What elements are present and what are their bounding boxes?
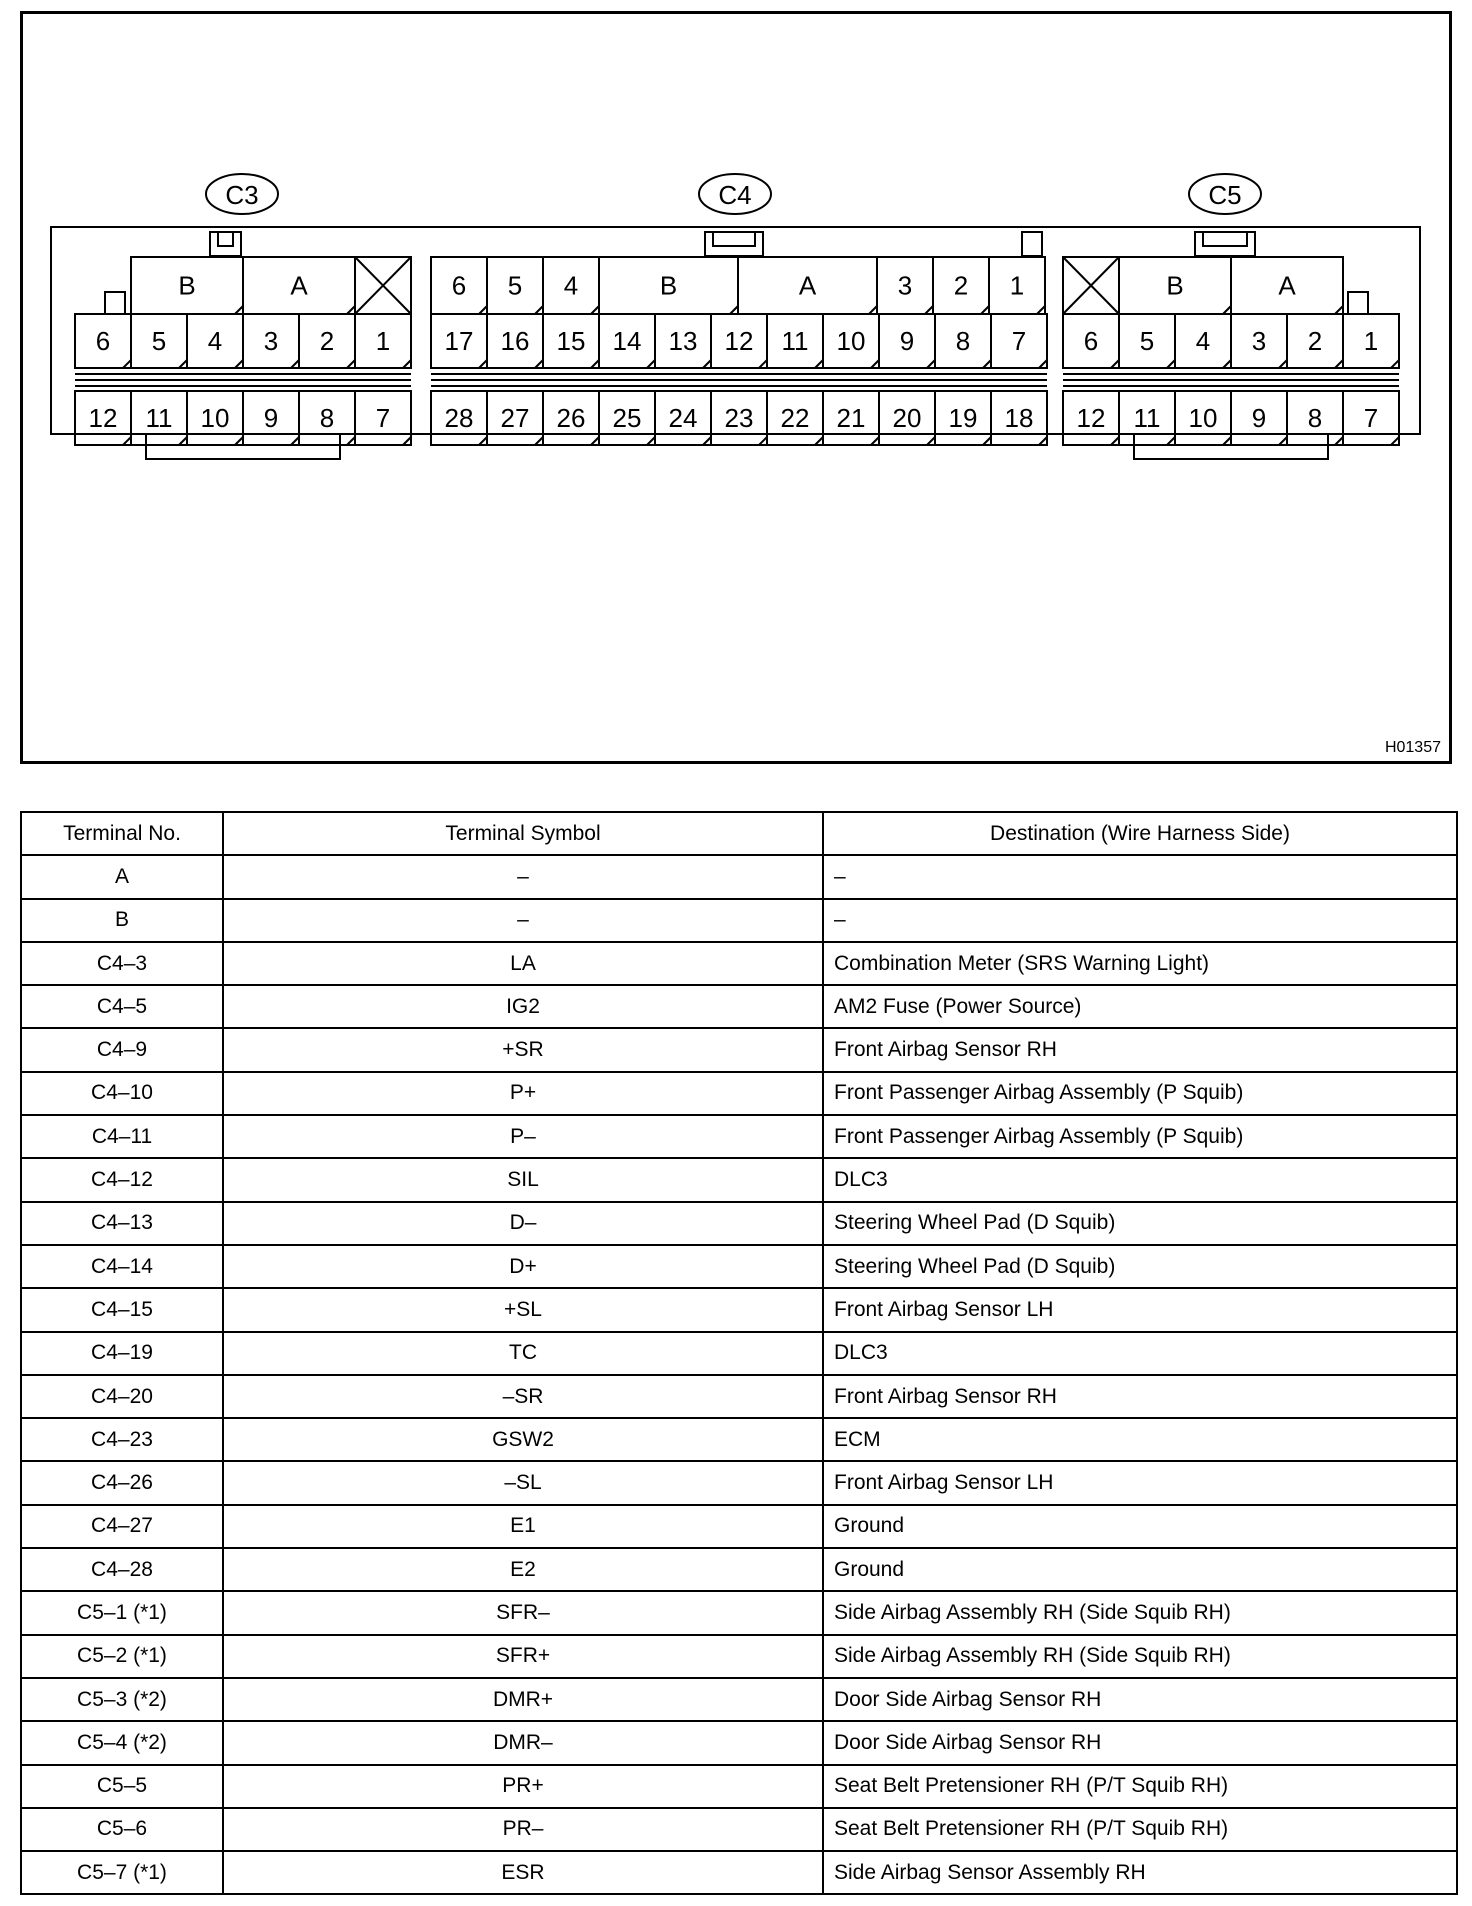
pin-c4-top-2-notch (591, 306, 599, 314)
terminal-symbol-cell: DMR– (223, 1721, 823, 1764)
pin-c4-mid-3-notch (647, 360, 655, 368)
figure-code: H01357 (1384, 739, 1441, 756)
pin-c4-mid-9: 8 (955, 326, 971, 356)
pin-c4-bot-8: 20 (892, 403, 922, 433)
table-row (21, 1158, 1457, 1201)
destination-cell: DLC3 (823, 1158, 1457, 1201)
latch-inner-1 (713, 232, 755, 246)
pin-c3-mid-0-notch (123, 360, 131, 368)
terminal-no-cell: C4–19 (21, 1332, 223, 1375)
pin-c3-mid-1-notch (179, 360, 187, 368)
table-row (21, 1678, 1457, 1721)
pin-c3-b-notch (235, 306, 243, 314)
terminal-symbol-cell: PR+ (223, 1765, 823, 1808)
pin-c4-bot-6-notch (815, 437, 823, 445)
destination-cell: Ground (823, 1548, 1457, 1591)
destination-cell: Seat Belt Pretensioner RH (P/T Squib RH) (823, 1808, 1457, 1851)
terminal-symbol-cell: – (223, 899, 823, 942)
pin-c5-bot-2-notch (1223, 437, 1231, 445)
table-row (21, 1115, 1457, 1158)
pin-c3-a-notch (347, 306, 355, 314)
table-row (21, 1202, 1457, 1245)
table-row (21, 1721, 1457, 1764)
pin-c3-mid-5-notch (403, 360, 411, 368)
pin-c3-bot-5: 7 (375, 403, 391, 433)
terminal-no-cell: C4–12 (21, 1158, 223, 1201)
pin-c4-mid-8: 9 (899, 326, 915, 356)
destination-cell: AM2 Fuse (Power Source) (823, 985, 1457, 1028)
terminal-no-cell: C4–27 (21, 1505, 223, 1548)
pin-c4-bot-5-notch (759, 437, 767, 445)
terminal-symbol-cell: E2 (223, 1548, 823, 1591)
pin-c5-bot-0-notch (1111, 437, 1119, 445)
destination-cell: Front Airbag Sensor LH (823, 1461, 1457, 1504)
pin-c4-mid-3: 14 (612, 326, 642, 356)
terminal-symbol-cell: +SL (223, 1288, 823, 1331)
terminal-symbol-cell: PR– (223, 1808, 823, 1851)
terminal-symbol-cell: – (223, 855, 823, 898)
pin-c4-bot-3-notch (647, 437, 655, 445)
pin-c4-top-4-notch (869, 306, 877, 314)
pin-c3-mid-4: 2 (319, 326, 335, 356)
pin-c3-mid-3-notch (291, 360, 299, 368)
table-row (21, 985, 1457, 1028)
terminal-symbol-cell: –SL (223, 1461, 823, 1504)
pin-c5-b: B (1166, 270, 1184, 301)
pin-c5-bot-4-notch (1335, 437, 1343, 445)
pin-c3-bot-1-notch (179, 437, 187, 445)
pin-c4-mid-7-notch (871, 360, 879, 368)
pin-c4-mid-10-notch (1039, 360, 1047, 368)
pin-c5-mid-0-notch (1111, 360, 1119, 368)
terminal-symbol-cell: P+ (223, 1072, 823, 1115)
table-row (21, 1461, 1457, 1504)
destination-cell: Front Airbag Sensor LH (823, 1288, 1457, 1331)
terminal-no-cell: C4–14 (21, 1245, 223, 1288)
pin-c5-bot-5: 7 (1363, 403, 1379, 433)
latch-inner-0 (218, 232, 233, 246)
pin-c4-mid-5-notch (759, 360, 767, 368)
header-terminal-symbol: Terminal Symbol (223, 812, 823, 855)
pin-c4-top-3-notch (730, 306, 738, 314)
terminal-no-cell: C4–28 (21, 1548, 223, 1591)
terminal-no-cell: C4–20 (21, 1375, 223, 1418)
pin-c5-mid-2-notch (1223, 360, 1231, 368)
terminal-no-cell: C5–6 (21, 1808, 223, 1851)
pin-c3-mid-0: 6 (95, 326, 111, 356)
pin-c3-mid-5: 1 (375, 326, 391, 356)
table-row (21, 855, 1457, 898)
pin-c3-bot-5-notch (403, 437, 411, 445)
pin-c4-mid-2-notch (591, 360, 599, 368)
pin-c4-top-1: 5 (507, 270, 523, 301)
pin-c4-mid-0: 17 (444, 326, 474, 356)
pin-c5-bot-2: 10 (1188, 403, 1218, 433)
table-row (21, 1288, 1457, 1331)
pin-c4-mid-9-notch (983, 360, 991, 368)
pin-c4-mid-2: 15 (556, 326, 586, 356)
table-row (21, 1505, 1457, 1548)
terminal-symbol-cell: DMR+ (223, 1678, 823, 1721)
pin-c3-mid-1: 5 (151, 326, 167, 356)
pin-c3-bot-3: 9 (263, 403, 279, 433)
pin-c3-b: B (178, 270, 196, 301)
pin-c4-bot-0-notch (479, 437, 487, 445)
destination-cell: Side Airbag Assembly RH (Side Squib RH) (823, 1591, 1457, 1634)
pin-c3-a: A (290, 270, 308, 301)
pin-c3-bot-0-notch (123, 437, 131, 445)
destination-cell: Steering Wheel Pad (D Squib) (823, 1245, 1457, 1288)
terminal-symbol-cell: D+ (223, 1245, 823, 1288)
destination-cell: Ground (823, 1505, 1457, 1548)
table-row (21, 1808, 1457, 1851)
terminal-symbol-cell: LA (223, 942, 823, 985)
terminal-no-cell: C4–26 (21, 1461, 223, 1504)
terminal-no-cell: C5–3 (*2) (21, 1678, 223, 1721)
terminal-symbol-cell: ESR (223, 1851, 823, 1894)
pin-c4-top-3: B (659, 270, 678, 301)
table-header-row (21, 812, 1457, 855)
pin-c5-mid-5: 1 (1363, 326, 1379, 356)
destination-cell: – (823, 899, 1457, 942)
connector-diagram-frame (20, 11, 1452, 764)
pin-c4-mid-5: 12 (724, 326, 754, 356)
pin-c4-mid-4: 13 (668, 326, 698, 356)
table-row (21, 1245, 1457, 1288)
pin-c5-bot-3: 9 (1251, 403, 1267, 433)
pin-c4-mid-6-notch (815, 360, 823, 368)
destination-cell: Steering Wheel Pad (D Squib) (823, 1202, 1457, 1245)
terminal-symbol-cell: TC (223, 1332, 823, 1375)
c5-key-tab (1348, 292, 1368, 314)
pin-c3-bot-3-notch (291, 437, 299, 445)
pin-c4-bot-0: 28 (444, 403, 474, 433)
terminal-symbol-cell: P– (223, 1115, 823, 1158)
latch-inner-2 (1203, 232, 1247, 246)
pin-c4-mid-6: 11 (781, 326, 809, 356)
table-body (21, 855, 1457, 1894)
connector-name-c3: C3 (225, 180, 259, 210)
terminal-no-cell: C5–4 (*2) (21, 1721, 223, 1764)
pin-c4-top-1-notch (535, 306, 543, 314)
destination-cell: DLC3 (823, 1332, 1457, 1375)
terminal-no-cell: C4–13 (21, 1202, 223, 1245)
pin-c4-top-0: 6 (451, 270, 467, 301)
pin-c4-bot-6: 22 (780, 403, 810, 433)
pin-c4-mid-10: 7 (1011, 326, 1027, 356)
pin-c4-bot-3: 25 (612, 403, 642, 433)
terminal-symbol-cell: IG2 (223, 985, 823, 1028)
pin-c5-mid-4: 2 (1307, 326, 1323, 356)
terminal-symbol-cell: SIL (223, 1158, 823, 1201)
pin-c4-bot-4-notch (703, 437, 711, 445)
terminal-no-cell: C4–23 (21, 1418, 223, 1461)
connector-diagram (23, 14, 1449, 761)
pin-c4-mid-1: 16 (500, 326, 530, 356)
pin-c4-bot-2: 26 (556, 403, 586, 433)
terminal-no-cell: C4–10 (21, 1072, 223, 1115)
pin-c4-top-6: 2 (953, 270, 969, 301)
table-row (21, 1418, 1457, 1461)
pin-c4-bot-1-notch (535, 437, 543, 445)
header-terminal-no: Terminal No. (21, 812, 223, 855)
c3-key-tab (105, 292, 125, 314)
pin-c3-mid-2: 4 (207, 326, 223, 356)
table-row (21, 1635, 1457, 1678)
table-row (21, 942, 1457, 985)
pin-c4-top-7-notch (1037, 306, 1045, 314)
pin-c5-bot-5-notch (1391, 437, 1399, 445)
terminal-symbol-cell: E1 (223, 1505, 823, 1548)
pin-c4-bot-1: 27 (500, 403, 530, 433)
pin-c5-mid-3-notch (1279, 360, 1287, 368)
pin-c4-top-0-notch (479, 306, 487, 314)
connector-name-c5: C5 (1208, 180, 1242, 210)
destination-cell: Seat Belt Pretensioner RH (P/T Squib RH) (823, 1765, 1457, 1808)
pin-c3-bot-2: 10 (200, 403, 230, 433)
table-row (21, 1332, 1457, 1375)
latch-0 (210, 232, 241, 256)
c4-key-tab (1022, 232, 1042, 256)
table-row (21, 1851, 1457, 1894)
connector-name-c4: C4 (718, 180, 752, 210)
pin-c5-mid-3: 3 (1251, 326, 1267, 356)
pin-c4-bot-7: 21 (836, 403, 866, 433)
pin-c3-mid-4-notch (347, 360, 355, 368)
terminal-symbol-cell: D– (223, 1202, 823, 1245)
pin-c5-mid-5-notch (1391, 360, 1399, 368)
pin-c4-top-6-notch (981, 306, 989, 314)
terminal-symbol-cell: +SR (223, 1028, 823, 1071)
pin-c3-bot-4-notch (347, 437, 355, 445)
destination-cell: Door Side Airbag Sensor RH (823, 1721, 1457, 1764)
terminal-symbol-cell: GSW2 (223, 1418, 823, 1461)
pin-c4-mid-8-notch (927, 360, 935, 368)
pin-c4-top-4: A (798, 270, 817, 301)
pin-c4-top-2: 4 (563, 270, 579, 301)
terminal-no-cell: C5–1 (*1) (21, 1591, 223, 1634)
pin-c3-mid-3: 3 (263, 326, 279, 356)
pin-c3-bot-4: 8 (319, 403, 335, 433)
terminal-no-cell: C4–3 (21, 942, 223, 985)
pin-c5-bot-1-notch (1167, 437, 1175, 445)
table-row (21, 1591, 1457, 1634)
pin-c5-mid-2: 4 (1195, 326, 1211, 356)
header-destination: Destination (Wire Harness Side) (823, 812, 1457, 855)
pin-c4-bot-9-notch (983, 437, 991, 445)
terminal-table (20, 811, 1458, 1895)
terminal-no-cell: B (21, 899, 223, 942)
pin-c3-bot-1: 11 (145, 403, 173, 433)
pin-c4-bot-4: 24 (668, 403, 698, 433)
pin-c5-mid-0: 6 (1083, 326, 1099, 356)
pin-c4-top-7: 1 (1009, 270, 1025, 301)
destination-cell: Side Airbag Assembly RH (Side Squib RH) (823, 1635, 1457, 1678)
terminal-no-cell: C4–11 (21, 1115, 223, 1158)
pin-c4-mid-0-notch (479, 360, 487, 368)
destination-cell: Combination Meter (SRS Warning Light) (823, 942, 1457, 985)
pin-c5-bot-3-notch (1279, 437, 1287, 445)
terminal-no-cell: C5–2 (*1) (21, 1635, 223, 1678)
pin-c4-bot-7-notch (871, 437, 879, 445)
destination-cell: Front Passenger Airbag Assembly (P Squib) (823, 1115, 1457, 1158)
pin-c4-bot-5: 23 (724, 403, 754, 433)
destination-cell: Side Airbag Sensor Assembly RH (823, 1851, 1457, 1894)
pin-c4-top-5-notch (925, 306, 933, 314)
terminal-symbol-cell: –SR (223, 1375, 823, 1418)
terminal-no-cell: C4–9 (21, 1028, 223, 1071)
pin-c5-b-notch (1223, 306, 1231, 314)
pin-c4-mid-1-notch (535, 360, 543, 368)
pin-c5-a: A (1278, 270, 1296, 301)
terminal-no-cell: C4–15 (21, 1288, 223, 1331)
pin-c5-mid-1: 5 (1139, 326, 1155, 356)
pin-c5-mid-4-notch (1335, 360, 1343, 368)
terminal-no-cell: C5–5 (21, 1765, 223, 1808)
terminal-no-cell: A (21, 855, 223, 898)
table-row (21, 1072, 1457, 1115)
pin-c3-bot-0: 12 (88, 403, 118, 433)
pin-c4-mid-7: 10 (836, 326, 866, 356)
pin-c4-bot-10: 18 (1004, 403, 1034, 433)
table-row (21, 1028, 1457, 1071)
pin-c5-bot-4: 8 (1307, 403, 1323, 433)
terminal-no-cell: C5–7 (*1) (21, 1851, 223, 1894)
table-row (21, 1375, 1457, 1418)
destination-cell: Front Airbag Sensor RH (823, 1375, 1457, 1418)
pin-c5-a-notch (1335, 306, 1343, 314)
pin-c4-bot-8-notch (927, 437, 935, 445)
pin-c4-bot-2-notch (591, 437, 599, 445)
terminal-no-cell: C4–5 (21, 985, 223, 1028)
pin-c4-top-5: 3 (897, 270, 913, 301)
destination-cell: ECM (823, 1418, 1457, 1461)
pin-c3-bot-2-notch (235, 437, 243, 445)
destination-cell: Door Side Airbag Sensor RH (823, 1678, 1457, 1721)
pin-c5-bot-0: 12 (1076, 403, 1106, 433)
pin-c5-bot-1: 11 (1133, 403, 1161, 433)
table-row (21, 899, 1457, 942)
destination-cell: Front Airbag Sensor RH (823, 1028, 1457, 1071)
terminal-symbol-cell: SFR– (223, 1591, 823, 1634)
pin-c3-mid-2-notch (235, 360, 243, 368)
pin-c4-bot-9: 19 (948, 403, 978, 433)
table-row (21, 1765, 1457, 1808)
table-row (21, 1548, 1457, 1591)
pin-c4-mid-4-notch (703, 360, 711, 368)
destination-cell: Front Passenger Airbag Assembly (P Squib) (823, 1072, 1457, 1115)
pin-c5-mid-1-notch (1167, 360, 1175, 368)
terminal-symbol-cell: SFR+ (223, 1635, 823, 1678)
pin-c4-bot-10-notch (1039, 437, 1047, 445)
destination-cell: – (823, 855, 1457, 898)
